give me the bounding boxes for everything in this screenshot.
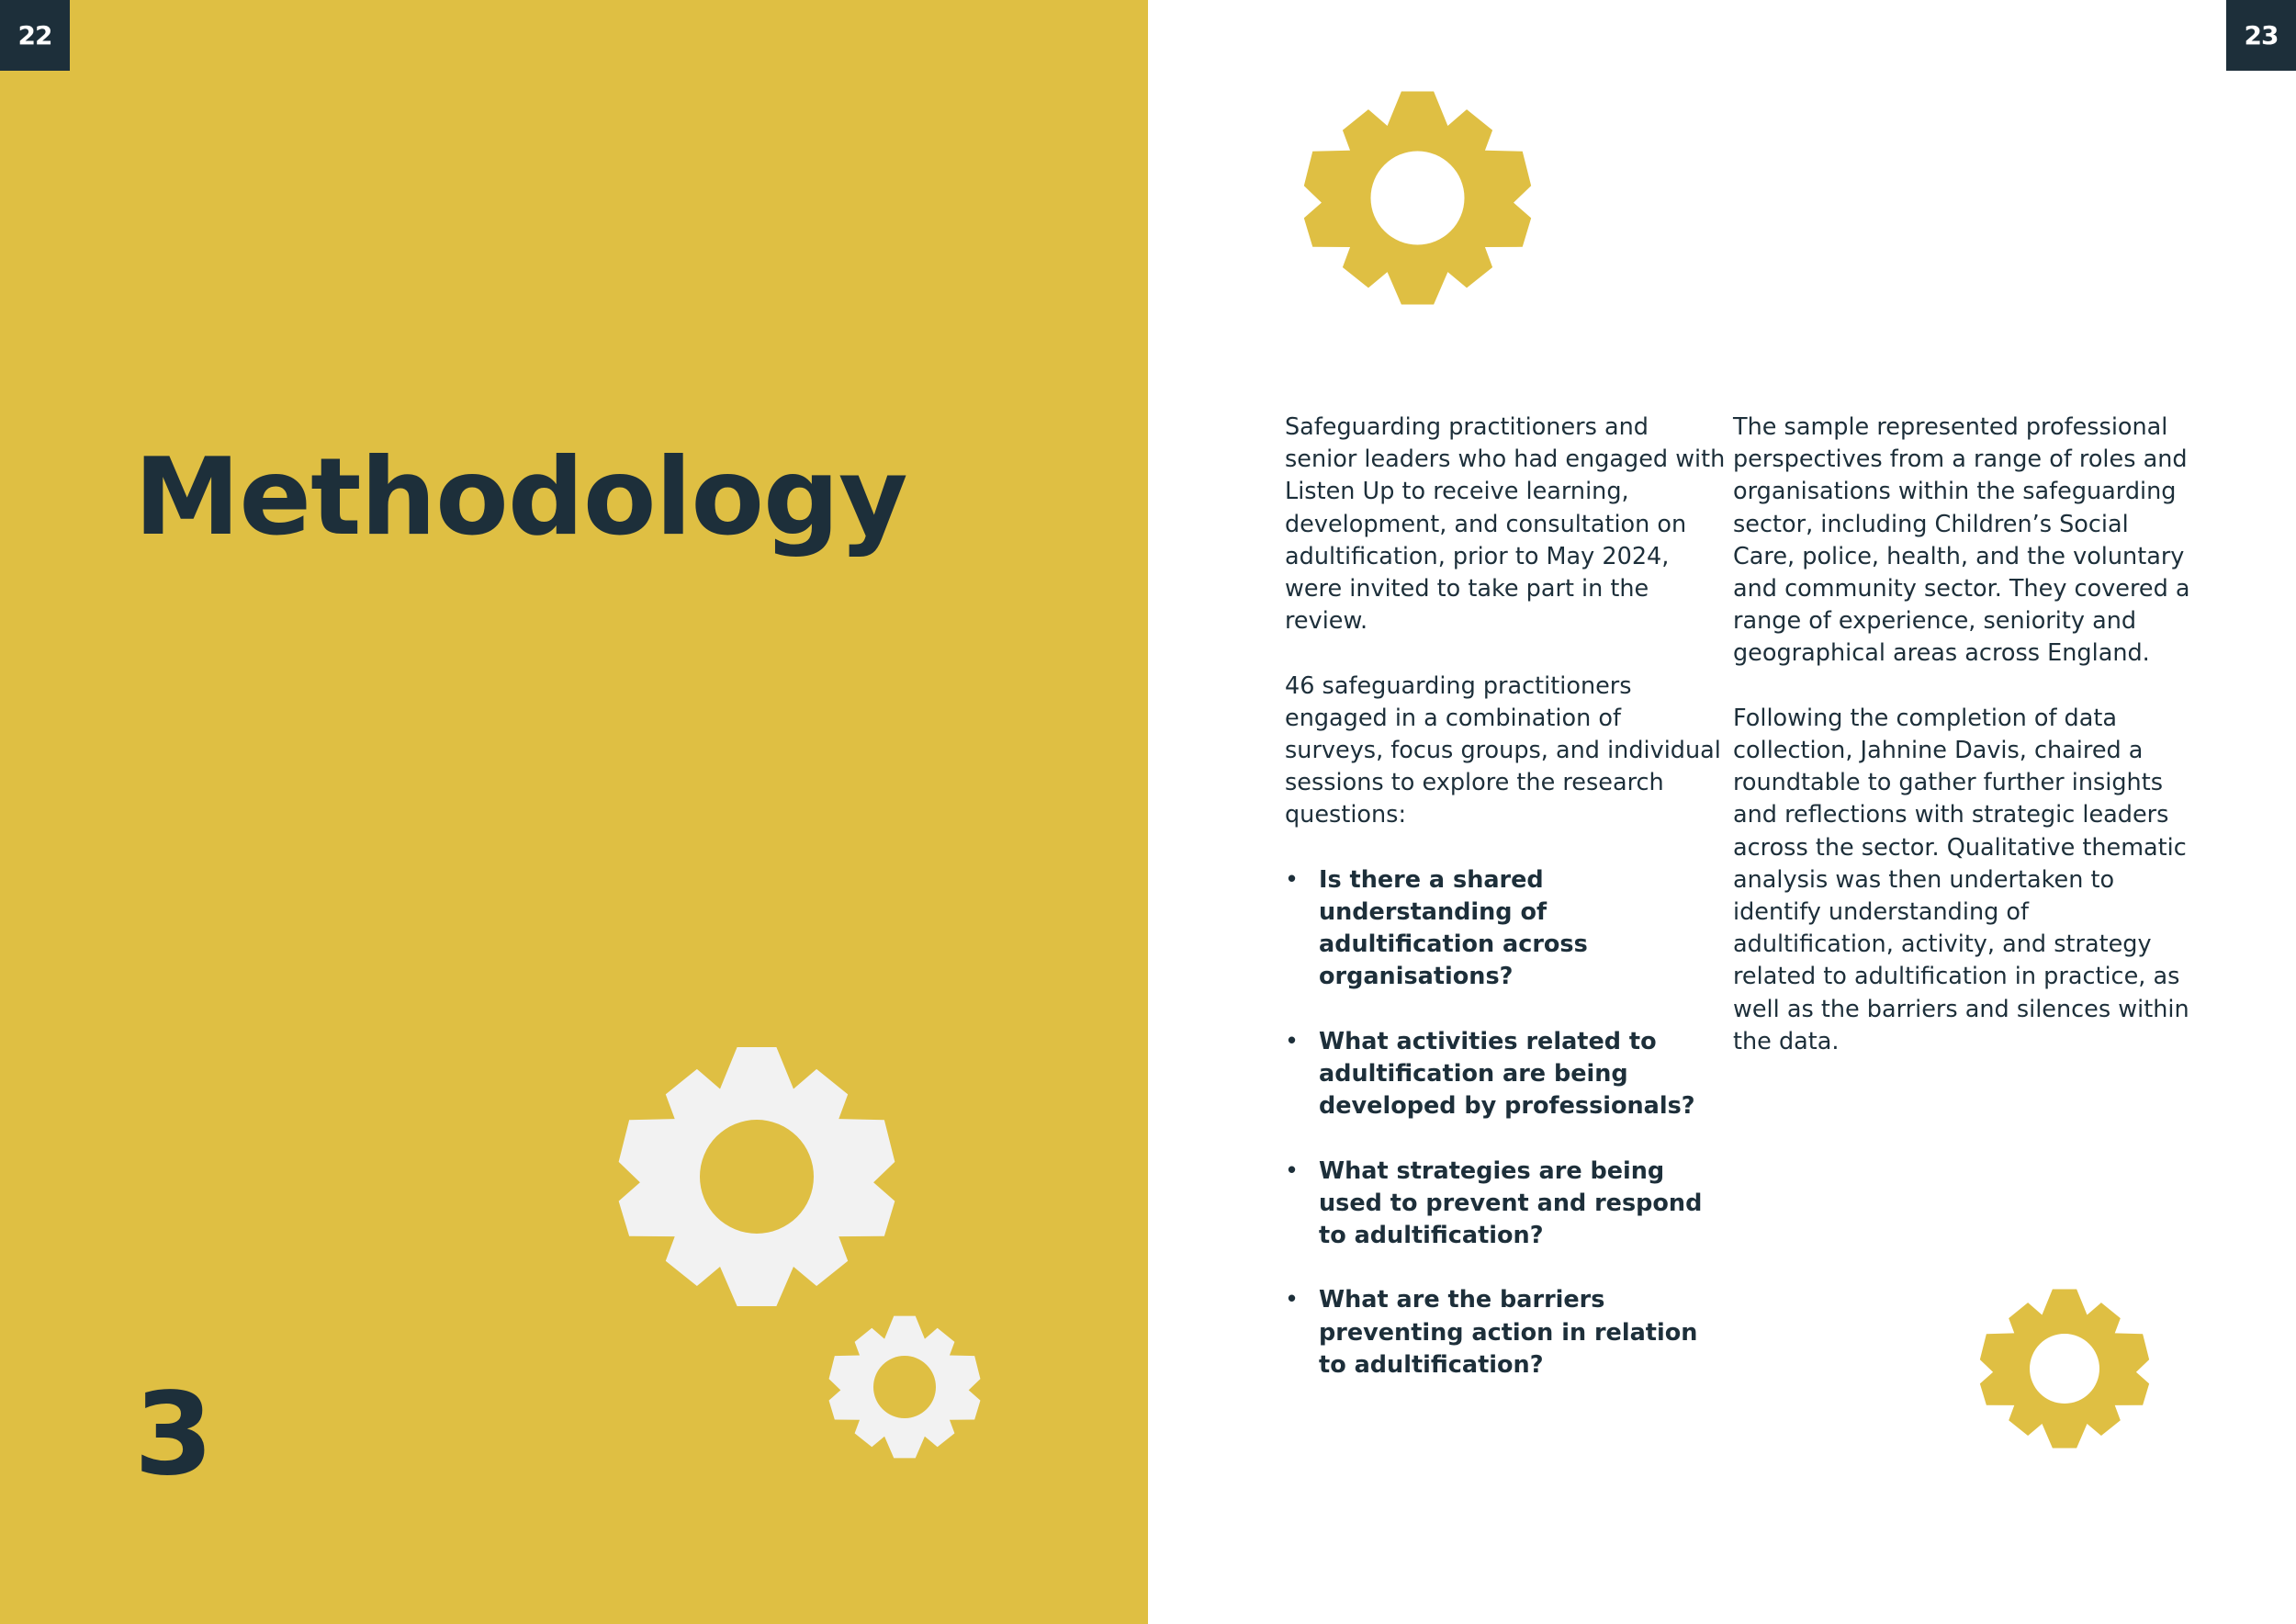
page-title: Methodology <box>134 435 907 559</box>
gear-icon-large-light <box>614 1034 899 1319</box>
research-question: Is there a shared understanding of adultification across organisations? <box>1319 865 1588 991</box>
research-question: What activities related to adultification are being developed by professionals? <box>1319 1027 1695 1121</box>
text-column-1 <box>1285 412 1726 1414</box>
text-column-2 <box>1733 412 2192 1090</box>
gear-icon-top-yellow <box>1300 81 1535 315</box>
bullet-icon: • <box>1285 1027 1300 1055</box>
paragraph: Following the completion of data collection, Jahnine Davis, chaired a roundtable to gather further insights and reflections with strategic leaders across the sector. Qualitative thematic analysis was then undertaken to identify understanding of adultification, activity, and strategy related to adultification in practice, as well as the barriers and silences within the data. <box>1733 704 2189 1055</box>
research-question: What strategies are being used to prevent and respond to adultification? <box>1319 1156 1703 1250</box>
bullet-icon: • <box>1285 1156 1300 1185</box>
page-number-left: 22 <box>0 0 70 71</box>
list-item <box>1285 1156 1726 1253</box>
research-question: What are the barriers preventing action in relation to adultification? <box>1319 1286 1698 1379</box>
paragraph: Safeguarding practitioners and senior leaders who had engaged with Listen Up to receive learning, development, and consultation on adultification, prior to May 2024, were invited to take part in the review. <box>1285 413 1726 636</box>
list-item <box>1285 1026 1726 1123</box>
research-questions-list <box>1285 864 1726 1382</box>
right-page <box>1148 0 2296 1624</box>
bullet-icon: • <box>1285 1286 1300 1314</box>
list-item <box>1285 1284 1726 1382</box>
gear-icon-small-light <box>827 1309 983 1465</box>
bullet-icon: • <box>1285 865 1300 894</box>
chapter-number: 3 <box>134 1369 214 1501</box>
page-number-right: 23 <box>2226 0 2296 71</box>
paragraph: The sample represented professional perspectives from a range of roles and organisations within the safeguarding sector, including Children’s Social Care, police, health, and the voluntary and community sector. They covered a range of experience, seniority and geographical areas across England. <box>1733 413 2190 668</box>
gear-icon-bottom-yellow <box>1977 1281 2152 1456</box>
list-item <box>1285 864 1726 994</box>
paragraph: 46 safeguarding practitioners engaged in a combination of surveys, focus groups, and individual sessions to explore the research questions: <box>1285 671 1721 829</box>
